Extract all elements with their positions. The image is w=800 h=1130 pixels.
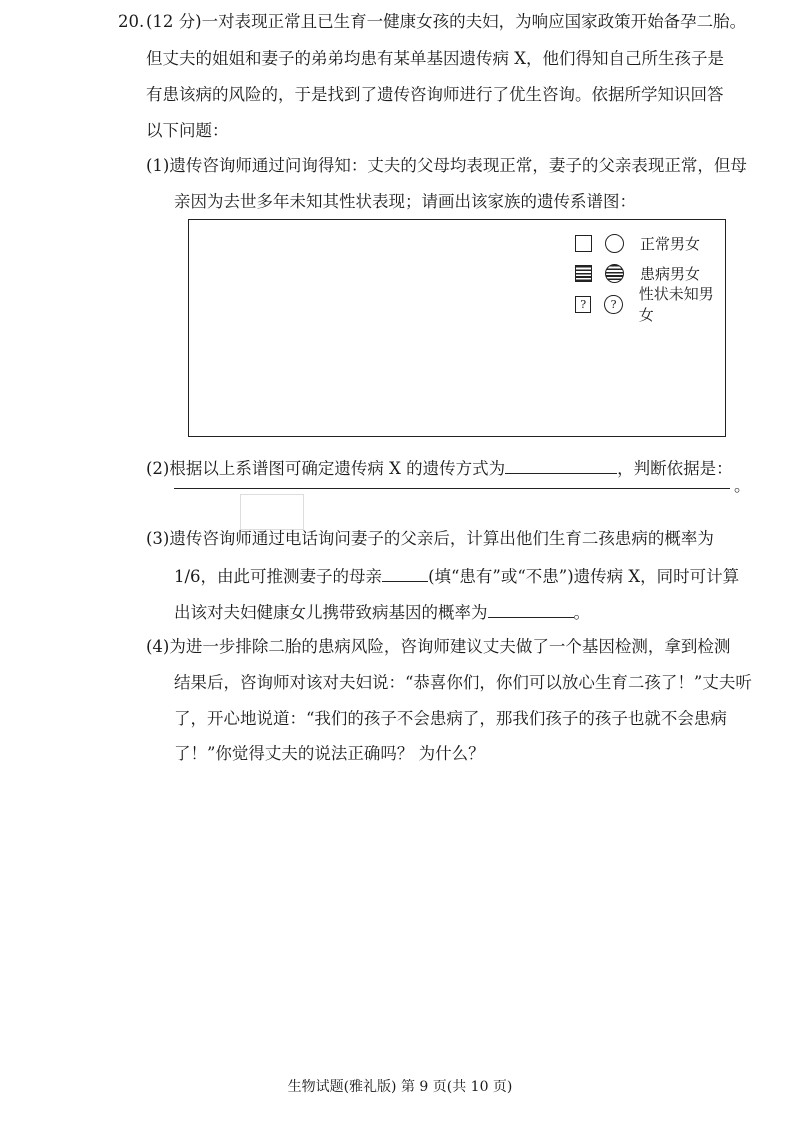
legend-affected-label: 患病男女 — [640, 264, 701, 283]
legend-unknown — [575, 285, 725, 324]
intro-line-2: 但丈夫的姐姐和妻子的弟弟均患有某单基因遗传病 X，他们得知自己所生孩子是 — [146, 49, 724, 68]
reasoning-answer-line[interactable] — [174, 488, 730, 489]
affected-female-circle-icon — [605, 264, 624, 283]
normal-female-circle-icon — [605, 234, 624, 253]
part1-line-1: (1)遗传咨询师通过问询得知：丈夫的父母均表现正常，妻子的父亲表现正常，但母 — [146, 156, 747, 175]
intro-line-4: 以下问题： — [146, 121, 229, 140]
part3-line2-before: 1/6，由此可推测妻子的母亲 — [174, 567, 383, 586]
pedigree-drawing-area[interactable] — [188, 219, 726, 437]
unknown-male-square-icon — [575, 296, 591, 313]
question-number: 20. — [118, 12, 145, 31]
unknown-male-mark: ? — [580, 297, 587, 311]
part3-line-1: (3)遗传咨询师通过电话询问妻子的父亲后，计算出他们生育二孩患病的概率为 — [146, 529, 714, 548]
part2-line-1 — [146, 455, 733, 481]
part2-text-before: (2)根据以上系谱图可确定遗传病 X 的遗传方式为 — [146, 459, 506, 478]
page-footer: 生物试题(雅礼版) 第 9 页(共 10 页) — [287, 1079, 513, 1095]
inheritance-mode-blank[interactable] — [505, 455, 617, 474]
part2-end-mark: 。 — [734, 476, 751, 495]
affected-male-square-icon — [575, 265, 592, 282]
part4-line-1: (4)为进一步排除二胎的患病风险，咨询师建议丈夫做了一个基因检测，拿到检测 — [146, 637, 731, 656]
unknown-female-mark: ? — [610, 297, 617, 311]
normal-male-square-icon — [575, 235, 592, 252]
carrier-probability-blank[interactable] — [488, 599, 574, 618]
part3-line3-before: 出该对夫妇健康女儿携带致病基因的概率为 — [174, 603, 488, 622]
part1-line-2: 亲因为去世多年未知其性状表现；请画出该家族的遗传系谱图： — [174, 192, 636, 211]
mother-status-blank[interactable] — [382, 563, 428, 582]
intro-line-1: (12 分)一对表现正常且已生育一健康女孩的夫妇，为响应国家政策开始备孕二胎。 — [146, 12, 747, 31]
part4-line-3: 了，开心地说道：“我们的孩子不会患病了，那我们孩子的孩子也就不会患病 — [174, 709, 727, 728]
legend-affected — [575, 262, 700, 284]
part3-line-2 — [174, 563, 739, 589]
part3-line2-after: (填“患有”或“不患”)遗传病 X，同时可计算 — [428, 567, 740, 586]
part3-line3-after: 。 — [573, 603, 590, 622]
legend-unknown-label: 性状未知男女 — [638, 285, 714, 324]
legend-normal — [575, 232, 700, 254]
legend-normal-label: 正常男女 — [640, 234, 701, 253]
part2-text-after: ，判断依据是： — [617, 459, 733, 478]
part3-line-3 — [174, 599, 590, 625]
part4-line-2: 结果后，咨询师对该对夫妇说：“恭喜你们，你们可以放心生育二孩了！”丈夫听 — [174, 673, 752, 692]
part4-line-4: 了！”你觉得丈夫的说法正确吗？ 为什么？ — [174, 744, 485, 763]
intro-line-3: 有患该病的风险的，于是找到了遗传咨询师进行了优生咨询。依据所学知识回答 — [146, 85, 724, 104]
unknown-female-circle-icon — [604, 295, 622, 314]
faint-watermark-stamp — [240, 494, 304, 530]
